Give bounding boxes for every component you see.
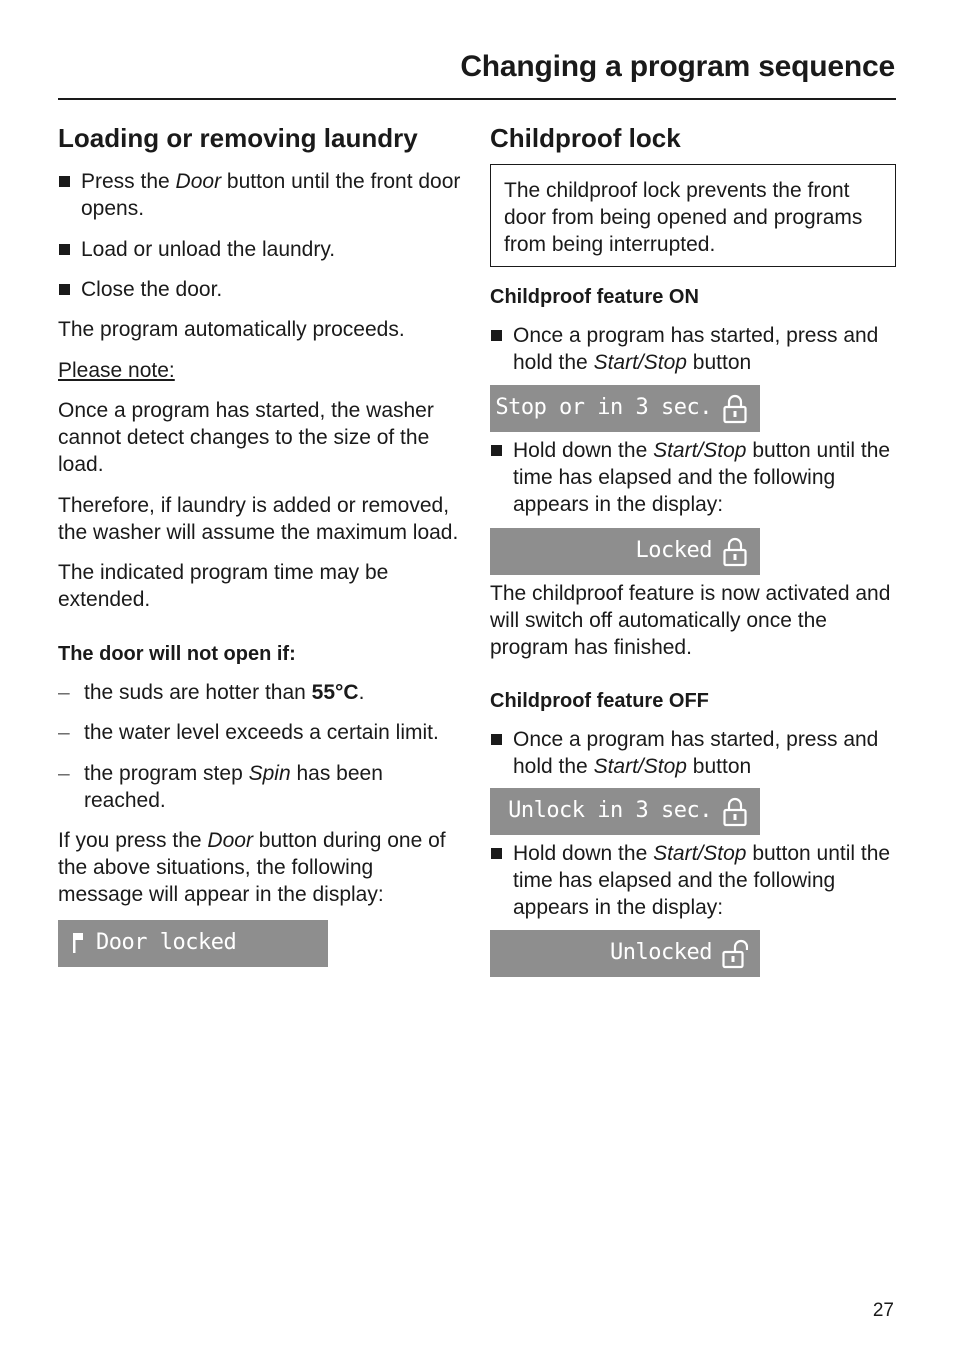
display-locked [490,528,760,575]
list-item: Once a program has started, press and hold the Start/Stop button [490,322,896,376]
flag-icon [72,932,86,954]
display-text: Locked [635,537,712,563]
padlock-closed-icon [722,537,748,567]
display-text: Unlocked [610,939,712,965]
paragraph-note-3: The indicated program time may be extended. [58,560,389,611]
bullet-square-icon [59,284,70,295]
section-heading-loading: Loading or removing laundry [58,123,418,153]
bullet-square-icon [491,445,502,456]
subheading-off: Childproof feature OFF [490,689,709,712]
paragraph-activated: The childproof feature is now activated and will switch off automatically once the program has finished. [490,581,891,659]
dash-marker: – [58,720,70,744]
list-item: Press the Door button until the front door opens. [58,168,463,222]
left-column [58,122,463,967]
list-item: – the suds are hotter than 55°C. [58,680,365,704]
bullet-square-icon [491,848,502,859]
display-text: Stop or in 3 sec. [495,394,712,420]
title-divider [58,98,896,100]
info-box: The childproof lock prevents the front door from being opened and programs from being interrupted. [490,164,896,267]
display-unlock [490,788,760,835]
dash-marker: – [58,761,70,785]
padlock-closed-icon [722,394,748,424]
paragraph-note-2: Therefore, if laundry is added or removed, the washer will assume the maximum load. [58,493,459,544]
display-stop [490,385,760,432]
list-item: Hold down the Start/Stop button until the time has elapsed and the following appears in the display: [490,437,896,518]
page-number: 27 [872,1300,894,1321]
page-title: Changing a program sequence [460,50,895,83]
list-item: Hold down the Start/Stop button until the time has elapsed and the following appears in the display: [490,840,896,921]
section-heading-childproof: Childproof lock [490,123,681,153]
padlock-closed-icon [722,797,748,827]
paragraph-door-message: If you press the Door button during one of the above situations, the following message will appear in the display: [58,828,446,906]
note-label: Please note: [58,358,175,382]
paragraph-note-1: Once a program has started, the washer cannot detect changes to the size of the load. [58,398,434,476]
bullet-square-icon [491,330,502,341]
bullet-square-icon [491,734,502,745]
subheading-on: Childproof feature ON [490,285,699,308]
list-item: Once a program has started, press and hold the Start/Stop button [490,726,896,780]
bullet-square-icon [59,244,70,255]
list-item: – the program step Spin has been reached. [58,761,383,812]
right-column [490,122,896,977]
display-unlocked [490,930,760,977]
display-text: Unlock in 3 sec. [508,797,712,823]
list-item: Close the door. [58,276,463,303]
list-item: – the water level exceeds a certain limit. [58,720,439,744]
dash-marker: – [58,680,70,704]
padlock-open-icon [722,939,748,969]
paragraph-proceeds: The program automatically proceeds. [58,317,405,341]
bullet-square-icon [59,176,70,187]
display-text: Door locked [96,929,237,955]
subheading-door: The door will not open if: [58,642,296,665]
list-item: Load or unload the laundry. [58,236,463,263]
display-door-locked [58,920,328,967]
